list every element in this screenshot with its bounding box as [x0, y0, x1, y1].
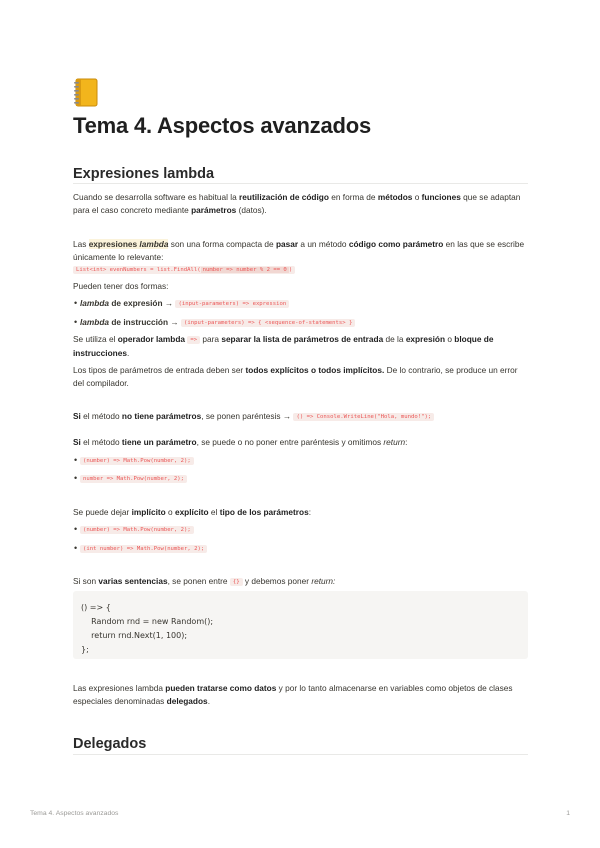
list-item: • (int number) => Math.Pow(number, 2);	[80, 542, 520, 555]
list-item: • lambda de instrucción → (input-parameters) => { <sequence-of-statements> }	[80, 316, 520, 329]
code-line: Random rnd = new Random();	[81, 617, 214, 626]
footer-title: Tema 4. Aspectos avanzados	[30, 810, 119, 817]
section-divider	[73, 183, 528, 184]
one-param-paragraph: Si el método tiene un parámetro, se puede o no poner entre paréntesis y omitimos return:	[73, 437, 408, 447]
code-line: return rnd.Next(1, 100);	[81, 631, 188, 640]
notebook-icon	[73, 78, 99, 108]
list-item: • (number) => Math.Pow(number, 2);	[80, 454, 520, 467]
list-item: • (number) => Math.Pow(number, 2);	[80, 523, 520, 536]
forms-intro: Pueden tener dos formas:	[73, 281, 169, 291]
section-heading-delegados: Delegados	[73, 736, 147, 752]
no-params-paragraph: Si el método no tiene parámetros, se ponen paréntesis → () => Console.WriteLine("Hola, mundo!");	[73, 410, 528, 424]
implicit-paragraph: Se puede dejar implícito o explícito el tipo de los parámetros:	[73, 507, 311, 517]
multi-statement-paragraph: Si son varias sentencias, se ponen entre {} y debemos poner return:	[73, 576, 336, 586]
delegates-paragraph: Las expresiones lambda pueden tratarse como datos y por lo tanto almacenarse en variables como objetos de clases especiales denominadas delegados.	[73, 683, 513, 706]
code-line: };	[81, 645, 89, 654]
footer-page-number: 1	[566, 810, 570, 817]
section-heading-lambda: Expresiones lambda	[73, 166, 215, 182]
operator-paragraph: Se utiliza el operador lambda => para separar la lista de parámetros de entrada de la expresión o bloque de instrucciones.	[73, 334, 494, 358]
list-item: • lambda de expresión → (input-parameters) => expression	[80, 297, 520, 310]
page-title: Tema 4. Aspectos avanzados	[73, 113, 372, 138]
lambda-definition: Las expresiones lambda son una forma compacta de pasar a un método código como parámetro en las que se escribe únicamente lo relevante:	[73, 239, 525, 262]
types-paragraph: Los tipos de parámetros de entrada deben ser todos explícitos o todos implícitos. De lo contrario, se produce un error del compilador.	[73, 365, 518, 388]
intro-paragraph: Cuando se desarrolla software es habitual la reutilización de código en forma de métodos o funciones que se adaptan para el caso concreto mediante parámetros (datos).	[73, 192, 521, 215]
section-divider	[73, 754, 528, 755]
lambda-example-code: List<int> evenNumbers = list.FindAll( number => number % 2 == 0 )	[73, 263, 528, 277]
code-block	[73, 591, 528, 659]
code-line: () => {	[81, 603, 111, 612]
list-item: • number => Math.Pow(number, 2);	[80, 472, 520, 485]
